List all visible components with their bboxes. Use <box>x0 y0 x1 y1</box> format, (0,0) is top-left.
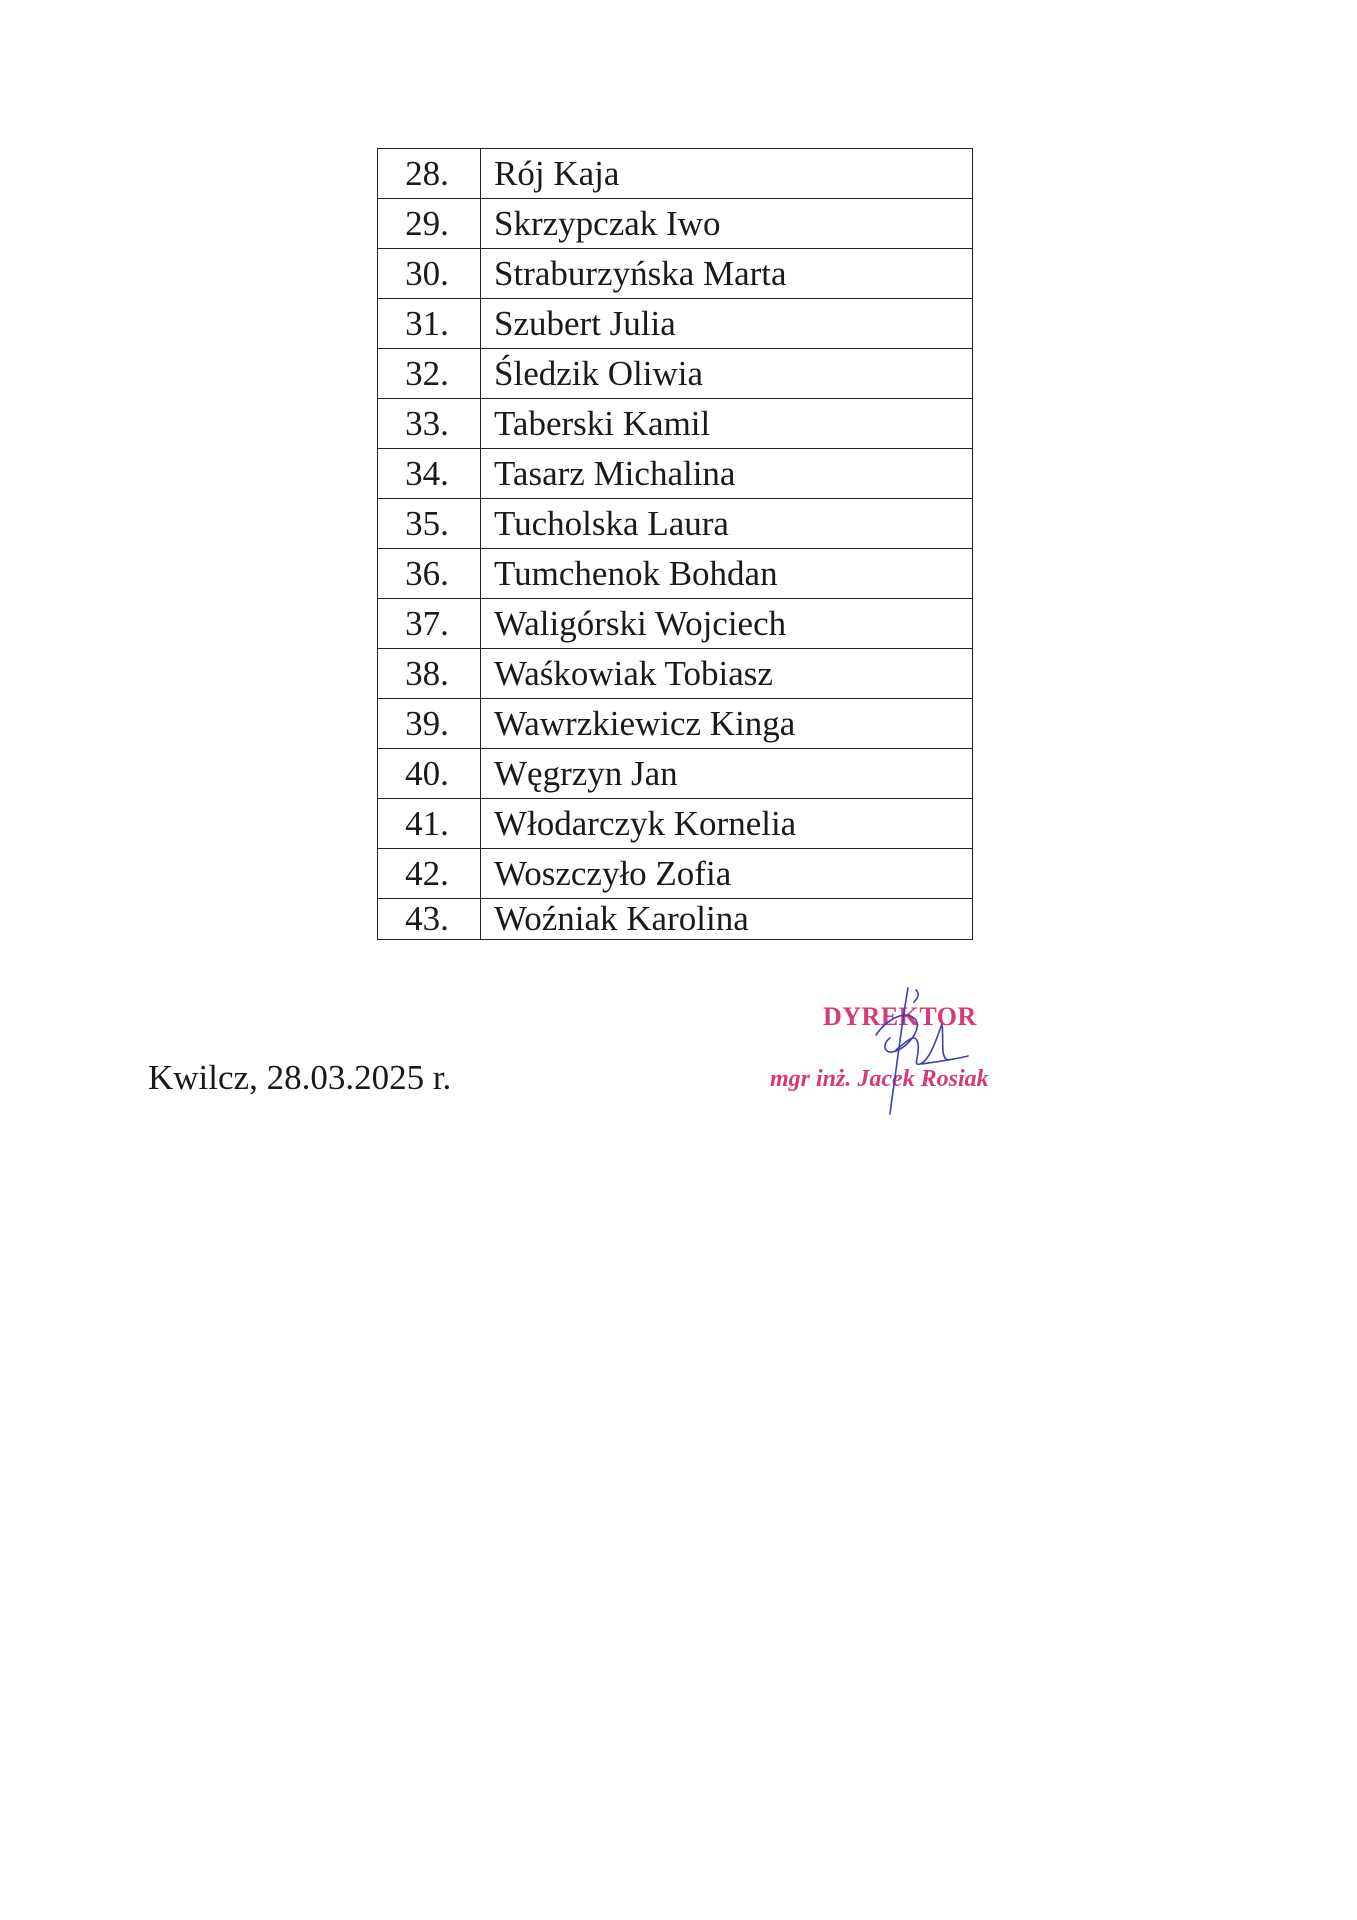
table-row <box>378 749 973 799</box>
student-name: Szubert Julia <box>481 299 973 349</box>
student-name: Taberski Kamil <box>481 399 973 449</box>
row-number: 28. <box>378 149 481 199</box>
table-row <box>378 199 973 249</box>
handwritten-signature-icon <box>856 980 976 1120</box>
student-name: Tasarz Michalina <box>481 449 973 499</box>
table-row <box>378 449 973 499</box>
student-name: Śledzik Oliwia <box>481 349 973 399</box>
row-number: 30. <box>378 249 481 299</box>
row-number: 42. <box>378 849 481 899</box>
table-row <box>378 699 973 749</box>
student-name: Woźniak Karolina <box>481 899 973 940</box>
student-name: Wawrzkiewicz Kinga <box>481 699 973 749</box>
row-number: 40. <box>378 749 481 799</box>
row-number: 33. <box>378 399 481 449</box>
stamp-name: mgr inż. Jacek Rosiak <box>770 1066 989 1092</box>
place-and-date: Kwilcz, 28.03.2025 r. <box>148 1058 452 1097</box>
director-stamp <box>748 980 1048 1120</box>
row-number: 43. <box>378 899 481 940</box>
table-row <box>378 899 973 940</box>
student-name: Skrzypczak Iwo <box>481 199 973 249</box>
table-row <box>378 149 973 199</box>
table-row <box>378 299 973 349</box>
student-name: Waligórski Wojciech <box>481 599 973 649</box>
student-list-table <box>377 148 973 940</box>
table-row <box>378 499 973 549</box>
row-number: 37. <box>378 599 481 649</box>
student-name: Rój Kaja <box>481 149 973 199</box>
row-number: 39. <box>378 699 481 749</box>
student-name: Włodarczyk Kornelia <box>481 799 973 849</box>
student-list-body <box>378 149 973 940</box>
table-row <box>378 799 973 849</box>
table-row <box>378 349 973 399</box>
table-row <box>378 649 973 699</box>
student-name: Waśkowiak Tobiasz <box>481 649 973 699</box>
student-name: Woszczyło Zofia <box>481 849 973 899</box>
row-number: 41. <box>378 799 481 849</box>
row-number: 34. <box>378 449 481 499</box>
table-row <box>378 399 973 449</box>
row-number: 32. <box>378 349 481 399</box>
student-name: Tumchenok Bohdan <box>481 549 973 599</box>
student-name: Węgrzyn Jan <box>481 749 973 799</box>
row-number: 35. <box>378 499 481 549</box>
table-row <box>378 599 973 649</box>
row-number: 36. <box>378 549 481 599</box>
table-row <box>378 549 973 599</box>
table-row <box>378 249 973 299</box>
row-number: 29. <box>378 199 481 249</box>
row-number: 38. <box>378 649 481 699</box>
stamp-title: DYREKTOR <box>823 1002 977 1031</box>
table-row <box>378 849 973 899</box>
row-number: 31. <box>378 299 481 349</box>
student-name: Straburzyńska Marta <box>481 249 973 299</box>
student-name: Tucholska Laura <box>481 499 973 549</box>
